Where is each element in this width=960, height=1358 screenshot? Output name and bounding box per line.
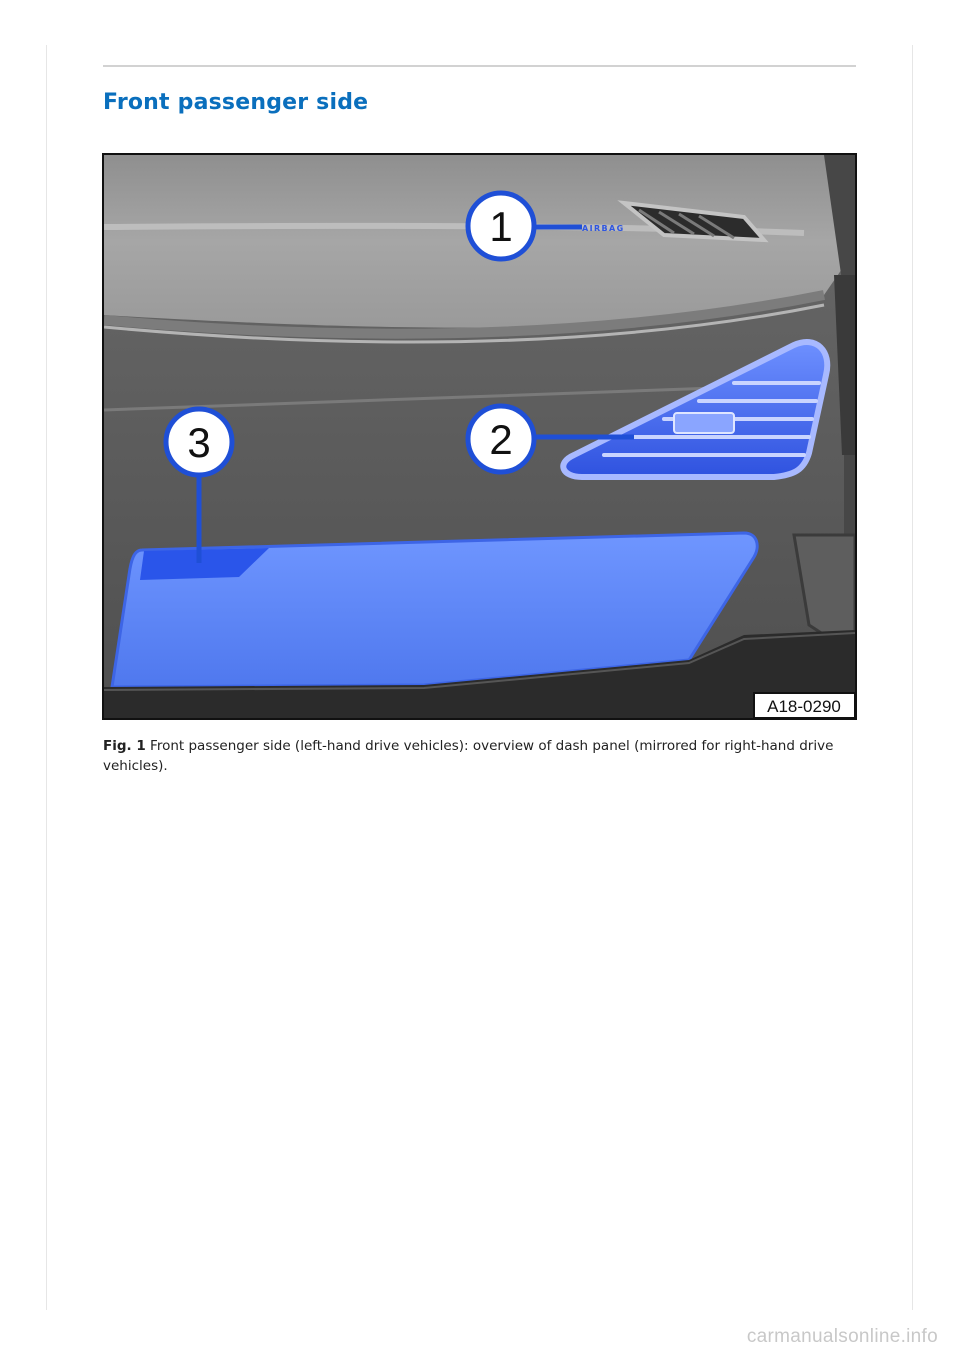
page-margin-right	[912, 45, 913, 1310]
callout-2-number: 2	[489, 416, 513, 463]
figure-caption-text: Front passenger side (left-hand drive vehicles): overview of dash panel (mirrored for right-hand drive vehicles).	[103, 738, 834, 774]
dash-panel-illustration	[104, 155, 855, 718]
header-rule	[103, 65, 856, 67]
airbag-label: AIRBAG	[582, 224, 625, 233]
section-heading: Front passenger side	[103, 90, 369, 115]
figure-label: Fig. 1	[103, 738, 146, 754]
vent-adjuster	[674, 413, 734, 433]
dash-panel-figure	[102, 153, 857, 720]
callout-1-number: 1	[489, 203, 513, 250]
watermark: carmanualsonline.info	[746, 1326, 938, 1347]
image-code: A18-0290	[767, 697, 841, 716]
figure-caption	[103, 736, 863, 776]
callout-3-number: 3	[187, 419, 211, 466]
page-margin-left	[46, 45, 47, 1310]
